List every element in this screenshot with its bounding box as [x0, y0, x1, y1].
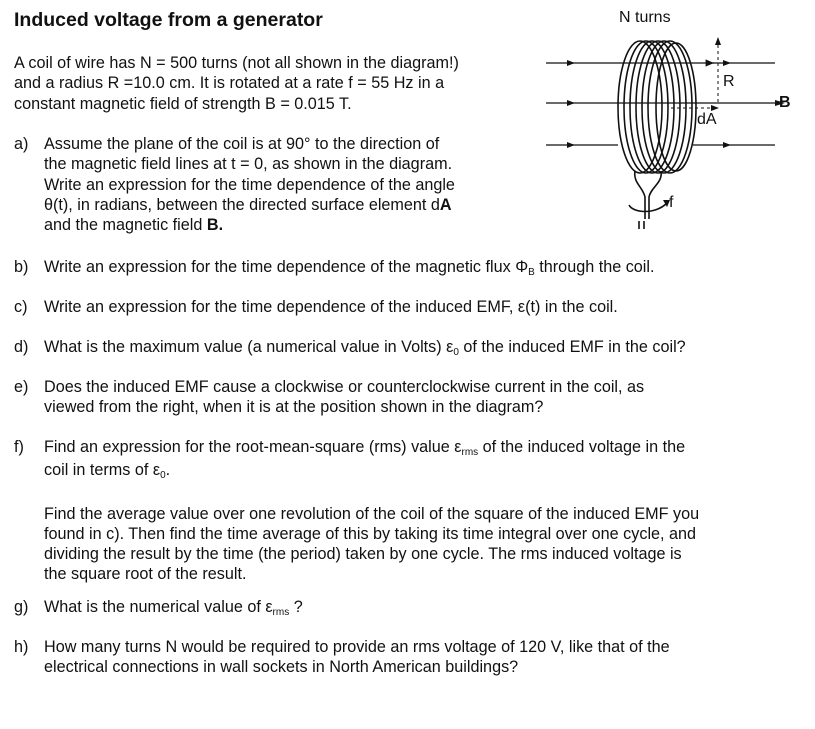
question-label: c): [14, 298, 28, 316]
question-line: Does the induced EMF cause a clockwise or counterclockwise current in the coil, as: [44, 378, 645, 396]
question-label: e): [14, 378, 29, 396]
line-text: Find an expression for the root-mean-square (rms) value ε: [44, 438, 462, 456]
da-label: [697, 111, 717, 129]
subscript: 0: [453, 347, 459, 358]
question-body: [44, 437, 699, 585]
bold-vector-a: A: [439, 195, 452, 214]
radius-label: R: [723, 73, 735, 90]
line-text: Write an expression for the time dependence of the magnetic flux Φ: [44, 258, 529, 276]
bold-vector-b: B.: [206, 216, 224, 235]
question-body: [44, 134, 455, 235]
question-line: [44, 215, 455, 235]
line-text: of the induced EMF in the coil?: [458, 338, 686, 356]
subscript: rms: [272, 607, 290, 618]
field-b-label: B: [779, 94, 791, 111]
question-label: h): [14, 638, 29, 656]
arrow-head: [723, 142, 731, 148]
question-body: [44, 337, 686, 360]
question-label: g): [14, 598, 29, 616]
arrow-head: [567, 60, 575, 66]
intro-line: constant magnetic field of strength B = 0.015 T.: [14, 94, 352, 113]
line-text: .: [165, 461, 171, 480]
question-body: [44, 257, 654, 280]
question-body: [44, 377, 644, 418]
question-line: How many turns N would be required to provide an rms voltage of 120 V, like that of the: [44, 638, 670, 656]
question-line: [44, 460, 699, 483]
coil-leads: [629, 171, 667, 229]
question-body: [44, 637, 670, 678]
line-text: What is the numerical value of ε: [44, 598, 273, 616]
question-label: d): [14, 338, 29, 356]
frequency-label: f: [669, 194, 674, 211]
subscript: rms: [461, 447, 479, 458]
question-line: [44, 195, 455, 215]
line-text: ?: [289, 598, 303, 616]
n-turns-label: N turns: [619, 9, 671, 26]
spacer: [44, 484, 699, 504]
coil-loops: [618, 41, 696, 173]
line-text: coil in terms of ε: [44, 461, 161, 480]
radius-arrow-head: [715, 37, 721, 45]
intro-line: A coil of wire has N = 500 turns (not all shown in the diagram!): [14, 54, 459, 72]
question-line: electrical connections in wall sockets in North American buildings?: [44, 658, 519, 677]
question-line: Assume the plane of the coil is at 90° to the direction of: [44, 135, 440, 153]
question-line: the magnetic field lines at t = 0, as shown in the diagram.: [44, 155, 453, 174]
da-label-text: dA: [697, 111, 717, 128]
line-text: What is the maximum value (a numerical value in Volts) ε: [44, 338, 454, 356]
question-line: dividing the result by the time (the period) taken by one cycle. The rms induced voltage is: [44, 545, 682, 564]
line-text: of the induced voltage in the: [478, 438, 686, 456]
page-title: Induced voltage from a generator: [14, 9, 323, 31]
question-line: Write an expression for the time dependence of the angle: [44, 175, 455, 194]
question-body: [44, 597, 303, 620]
arrow-head: [567, 142, 575, 148]
line-text: θ(t), in radians, between the directed surface element d: [44, 195, 440, 214]
generator-coil-diagram: [543, 5, 803, 235]
arrow-head: [723, 60, 731, 66]
question-line: [44, 437, 699, 460]
question-line: Find the average value over one revolution of the coil of the square of the induced EMF you: [44, 504, 700, 523]
line-text: and the magnetic field: [44, 216, 207, 235]
line-text: through the coil.: [534, 258, 655, 276]
question-line: found in c). Then find the time average of this by taking its time integral over one cycle, and: [44, 524, 697, 543]
intro-paragraph: [14, 53, 544, 114]
question-label: f): [14, 438, 24, 456]
arrow-head: [567, 100, 575, 106]
question-label: b): [14, 258, 29, 276]
intro-line: and a radius R =10.0 cm. It is rotated at a rate f = 55 Hz in a: [14, 74, 445, 93]
question-label: a): [14, 135, 29, 153]
rotation-arrow: [629, 203, 667, 212]
question-line: viewed from the right, when it is at the position shown in the diagram?: [44, 398, 544, 417]
field-arrows: [567, 60, 785, 148]
subscript: 0: [160, 470, 166, 482]
question-body: Write an expression for the time dependence of the induced EMF, ε(t) in the coil.: [44, 298, 618, 316]
question-line: the square root of the result.: [44, 565, 247, 584]
subscript: B: [528, 267, 535, 278]
